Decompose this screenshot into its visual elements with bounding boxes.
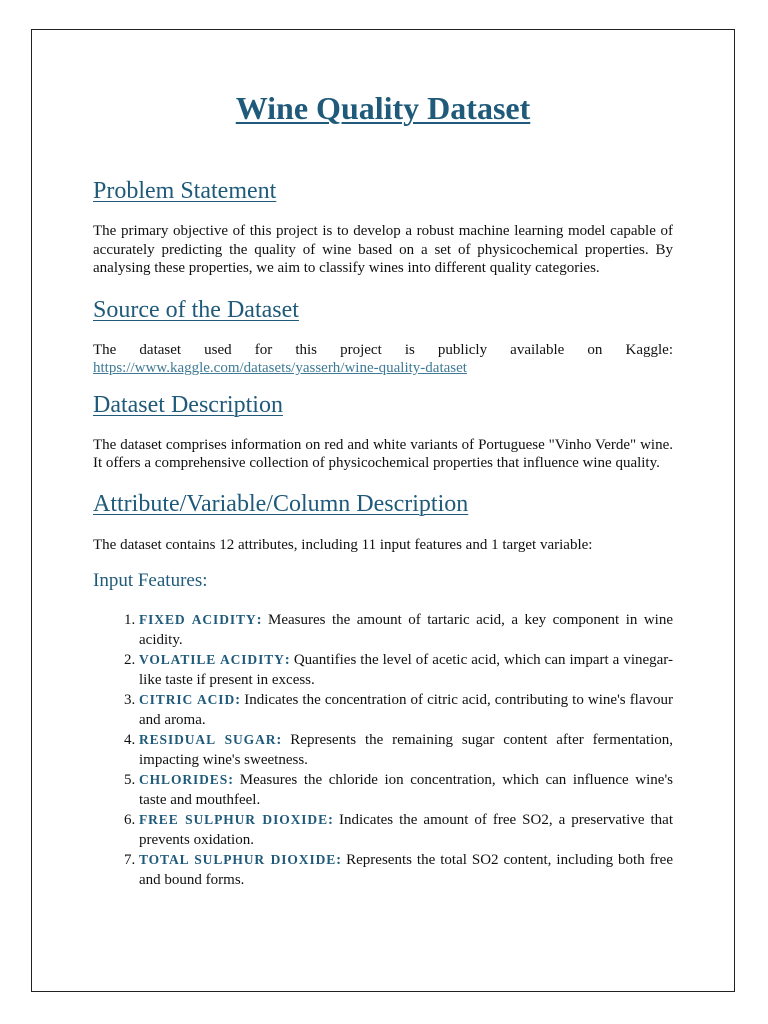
feature-colon: : — [336, 852, 342, 868]
kaggle-dataset-link[interactable]: https://www.kaggle.com/datasets/yasserh/wine-quality-dataset — [93, 360, 467, 376]
feature-name: CITRIC ACID — [139, 692, 236, 707]
heading-source-of-dataset: Source of the Dataset — [93, 296, 299, 323]
document-title: Wine Quality Dataset — [235, 90, 531, 126]
dataset-description-text: The dataset comprises information on red and white variants of Portuguese "Vinho Verde" wine. It offers a comprehensive collection of physicochemical properties that influence wine quality. — [93, 436, 673, 471]
list-item — [139, 690, 673, 730]
list-item — [139, 810, 673, 850]
feature-colon: : — [235, 692, 241, 708]
feature-name: FREE SULPHUR DIOXIDE — [139, 812, 328, 827]
list-item — [139, 850, 673, 890]
feature-description: Measures the amount of tartaric acid, a key component in wine acidity. — [139, 612, 673, 648]
list-item — [139, 770, 673, 810]
feature-colon: : — [228, 772, 234, 788]
feature-name: CHLORIDES — [139, 772, 229, 787]
feature-description: Quantifies the level of acetic acid, which can impart a vinegar-like taste if present in excess. — [139, 652, 673, 688]
heading-dataset-description: Dataset Description — [93, 391, 283, 418]
feature-colon: : — [328, 812, 333, 828]
list-item — [139, 650, 673, 690]
heading-problem-statement: Problem Statement — [93, 178, 277, 204]
heading-attribute-description: Attribute/Variable/Column Description — [93, 490, 469, 517]
feature-description: Represents the remaining sugar content after fermentation, impacting wine's sweetness. — [139, 732, 674, 768]
list-item — [139, 730, 673, 770]
feature-name: RESIDUAL SUGAR — [139, 732, 277, 747]
feature-description: Measures the chloride ion concentration, which can influence wine's taste and mouthfeel. — [139, 772, 673, 808]
feature-colon: : — [256, 612, 262, 628]
feature-name: VOLATILE ACIDITY — [139, 652, 285, 667]
attribute-description-text: The dataset contains 12 attributes, including 11 input features and 1 target variable: — [93, 536, 593, 553]
feature-colon: : — [276, 732, 282, 748]
feature-name: TOTAL SULPHUR DIOXIDE — [139, 852, 337, 867]
feature-name: FIXED ACIDITY — [139, 612, 257, 627]
list-item — [139, 610, 673, 650]
feature-description: Indicates the amount of free SO2, a preservative that prevents oxidation. — [139, 812, 673, 848]
document-content — [93, 86, 673, 890]
problem-statement-text: The primary objective of this project is to develop a robust machine learning model capable of accurately predicting the quality of wine based on a set of physicochemical properties. By analysing these properties, we aim to classify wines into different quality categories. — [93, 223, 673, 276]
feature-description: Represents the total SO2 content, including both free and bound forms. — [139, 852, 673, 888]
source-link-line — [93, 359, 673, 378]
heading-input-features: Input Features: — [93, 570, 208, 591]
feature-colon: : — [284, 652, 290, 668]
source-text: The dataset used for this project is publicly available on Kaggle: — [93, 341, 673, 358]
feature-description: Indicates the concentration of citric acid, contributing to wine's flavour and aroma. — [139, 692, 674, 728]
input-features-list — [93, 610, 673, 890]
